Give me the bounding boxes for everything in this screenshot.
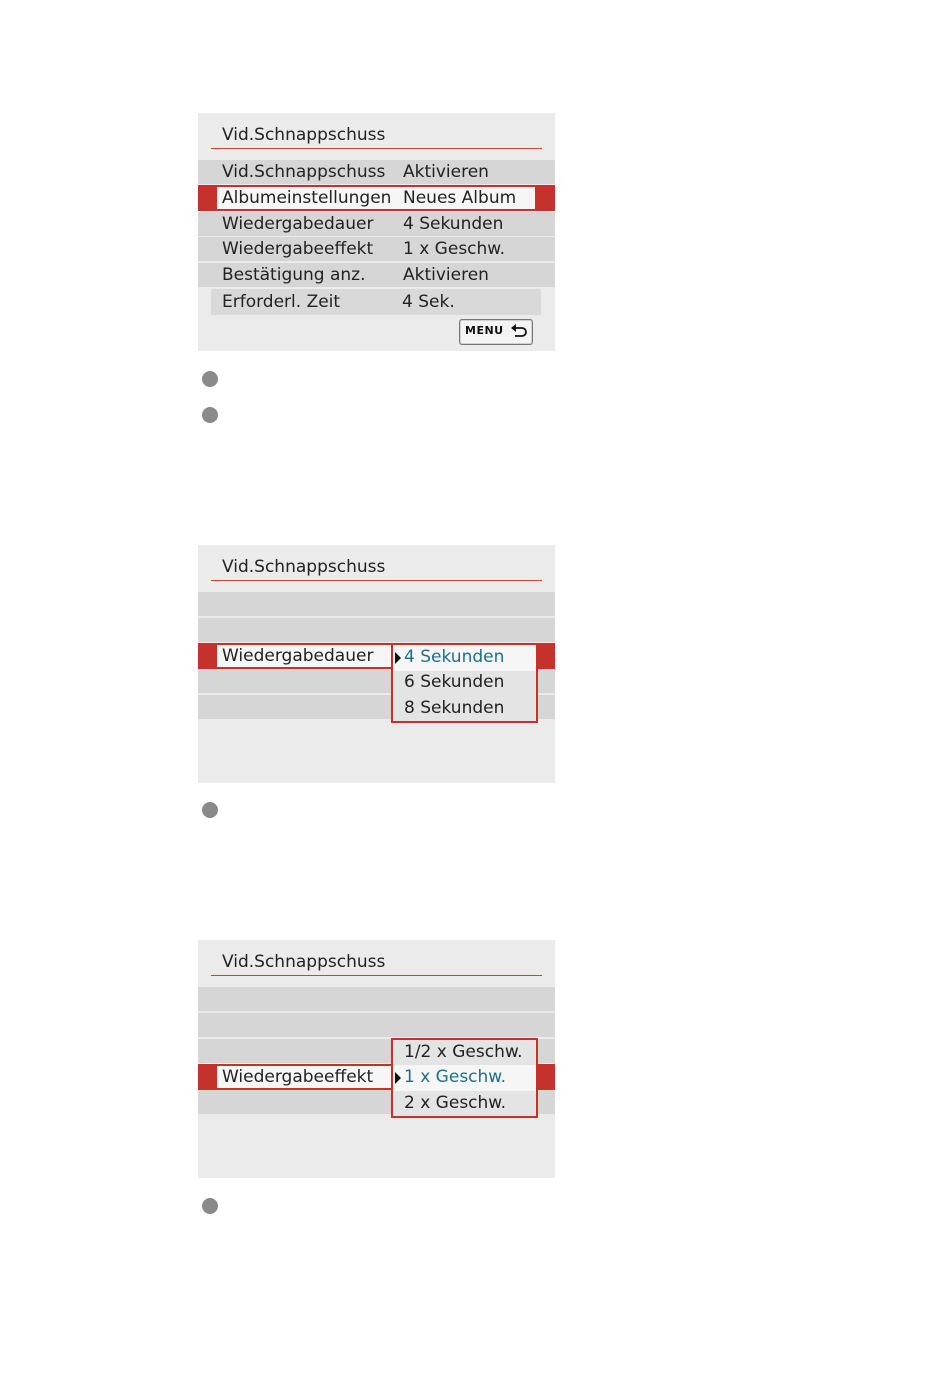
dropdown-option[interactable] [393,1040,536,1066]
menu-row-empty [198,592,555,616]
row-label: Albumeinstellungen [222,188,392,208]
title-divider [211,148,542,149]
option-label: 8 Sekunden [404,698,505,718]
screen-title: Vid.Schnappschuss [222,125,386,145]
dropdown-option-selected[interactable] [393,1065,536,1091]
setting-label: Wiedergabeeffekt [222,1067,374,1087]
required-time-row [211,289,541,315]
menu-row-wiedergabedauer[interactable] [198,212,555,236]
row-value: Aktivieren [403,265,489,285]
option-label: 4 Sekunden [404,647,505,667]
menu-button-label: MENU [465,324,504,337]
row-label: Bestätigung anz. [222,265,366,285]
menu-row-empty [198,618,555,642]
menu-row-wiedergabeeffekt[interactable] [198,237,555,261]
menu-back-button[interactable] [459,319,533,345]
options-dropdown [391,1038,538,1118]
row-value: Aktivieren [403,162,489,182]
option-label: 6 Sekunden [404,672,505,692]
selection-caret-icon [395,652,401,664]
setting-label: Wiedergabedauer [222,646,374,666]
required-time-label: Erforderl. Zeit [222,292,341,312]
menu-row-albumeinstellungen[interactable] [198,185,555,211]
bullet-icon [202,371,218,387]
dropdown-option[interactable] [393,1091,536,1117]
bullet-icon [202,802,218,818]
return-arrow-icon [510,322,528,344]
menu-row-empty [198,1013,555,1037]
menu-row-vid-schnappschuss[interactable] [198,160,555,184]
camera-menu-screen-effect [198,940,555,1178]
dropdown-option-selected[interactable] [393,645,536,671]
title-divider [211,580,542,581]
screen-title: Vid.Schnappschuss [222,557,386,577]
row-value: 4 Sekunden [403,214,504,234]
title-divider [211,975,542,976]
menu-row-empty [198,987,555,1011]
camera-menu-screen-duration [198,545,555,783]
screen-title: Vid.Schnappschuss [222,952,386,972]
row-value: Neues Album [403,188,517,208]
option-label: 1 x Geschw. [404,1067,507,1087]
row-value: 1 x Geschw. [403,239,506,259]
options-dropdown [391,643,538,723]
row-label: Wiedergabedauer [222,214,374,234]
row-label: Wiedergabeeffekt [222,239,374,259]
required-time-value: 4 Sek. [402,292,455,312]
bullet-icon [202,407,218,423]
selection-caret-icon [395,1072,401,1084]
option-label: 1/2 x Geschw. [404,1042,523,1062]
menu-row-bestaetigung[interactable] [198,263,555,287]
option-label: 2 x Geschw. [404,1093,507,1113]
dropdown-option[interactable] [393,696,536,722]
camera-menu-screen-settings [198,113,555,351]
bullet-icon [202,1198,218,1214]
row-label: Vid.Schnappschuss [222,162,386,182]
dropdown-option[interactable] [393,670,536,696]
